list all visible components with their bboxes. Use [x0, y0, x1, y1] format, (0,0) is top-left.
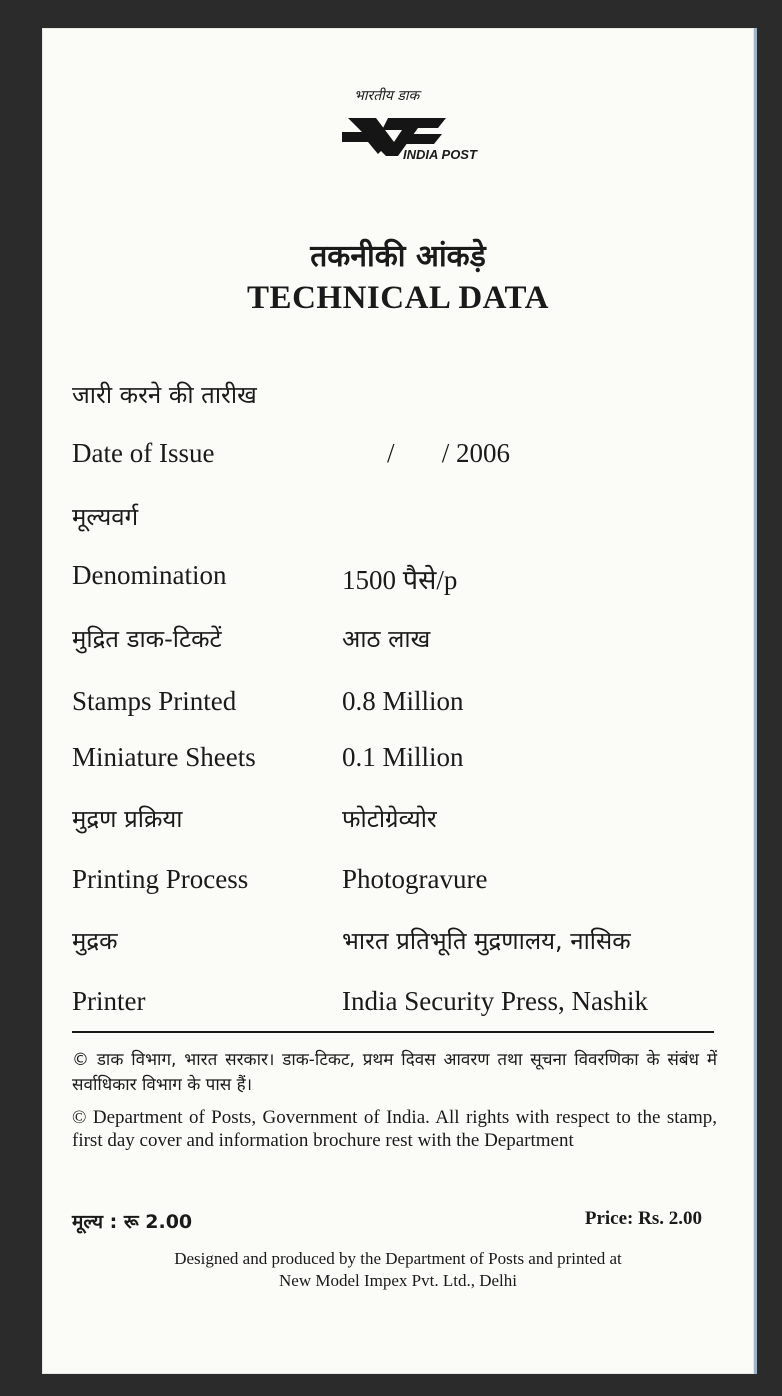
row-label: मुद्रण प्रक्रिया: [72, 805, 183, 833]
row-miniature-sheets: [72, 742, 464, 773]
logo-hindi-text: भारतीय डाक: [354, 88, 420, 104]
row-label: Stamps Printed: [72, 686, 237, 716]
title-hindi: तकनीकी आंकड़े: [310, 239, 486, 274]
row-printing-process-hindi: [72, 802, 437, 835]
row-value: Photogravure: [342, 864, 488, 894]
row-date-of-issue-hindi: [72, 378, 257, 411]
price-hindi: मूल्य : रू 2.00: [72, 1211, 193, 1233]
row-value: 0.8 Million: [342, 686, 464, 716]
copyright-hindi: © डाक विभाग, भारत सरकार। डाक-टिकट, प्रथम दिवस आवरण तथा सूचना विवरणिका के संबंध में सर्वाधिकार विभाग के पास हैं।: [72, 1050, 717, 1095]
row-label: जारी करने की तारीख: [72, 381, 257, 409]
title-english: TECHNICAL DATA: [247, 280, 549, 316]
row-printer: [72, 986, 648, 1017]
logo-india-post-text: INDIA POST: [403, 147, 477, 162]
row-value: 0.1 Million: [342, 742, 464, 772]
credit-line-1: Designed and produced by the Department of Posts and printed at: [174, 1249, 622, 1268]
row-label: मूल्यवर्ग: [72, 503, 139, 531]
row-label: Miniature Sheets: [72, 742, 256, 772]
row-value: India Security Press, Nashik: [342, 986, 648, 1016]
row-value: फोटोग्रेव्योर: [342, 805, 437, 833]
row-label: Date of Issue: [72, 438, 215, 468]
row-denomination-hindi: [72, 500, 138, 533]
row-label: मुद्रित डाक-टिकटें: [72, 625, 222, 653]
row-stamps-printed-hindi: [72, 622, 431, 655]
row-label: Printing Process: [72, 864, 249, 894]
copyright-english: © Department of Posts, Government of India. All rights with respect to the stamp, first day cover and information brochure rest with the Department: [72, 1107, 717, 1151]
row-date-of-issue: [72, 438, 511, 469]
row-label: मुद्रक: [72, 927, 118, 955]
divider-rule: [72, 1031, 714, 1033]
price-english: Price: Rs. 2.00: [584, 1208, 702, 1229]
row-value: 1500 पैसे/p: [342, 565, 458, 595]
row-denomination: [72, 560, 458, 595]
row-label: Denomination: [72, 560, 227, 590]
credit-line-2: New Model Impex Pvt. Ltd., Delhi: [279, 1271, 517, 1290]
row-printing-process: [72, 864, 488, 895]
row-value: आठ लाख: [342, 625, 431, 653]
row-label: Printer: [72, 986, 146, 1016]
row-value: भारत प्रतिभूति मुद्रणालय, नासिक: [342, 927, 631, 955]
row-printer-hindi: [72, 924, 631, 957]
row-stamps-printed: [72, 686, 464, 717]
row-value: / / 2006: [387, 438, 511, 468]
credit-text: [42, 1248, 754, 1292]
brochure-page: [42, 28, 757, 1374]
